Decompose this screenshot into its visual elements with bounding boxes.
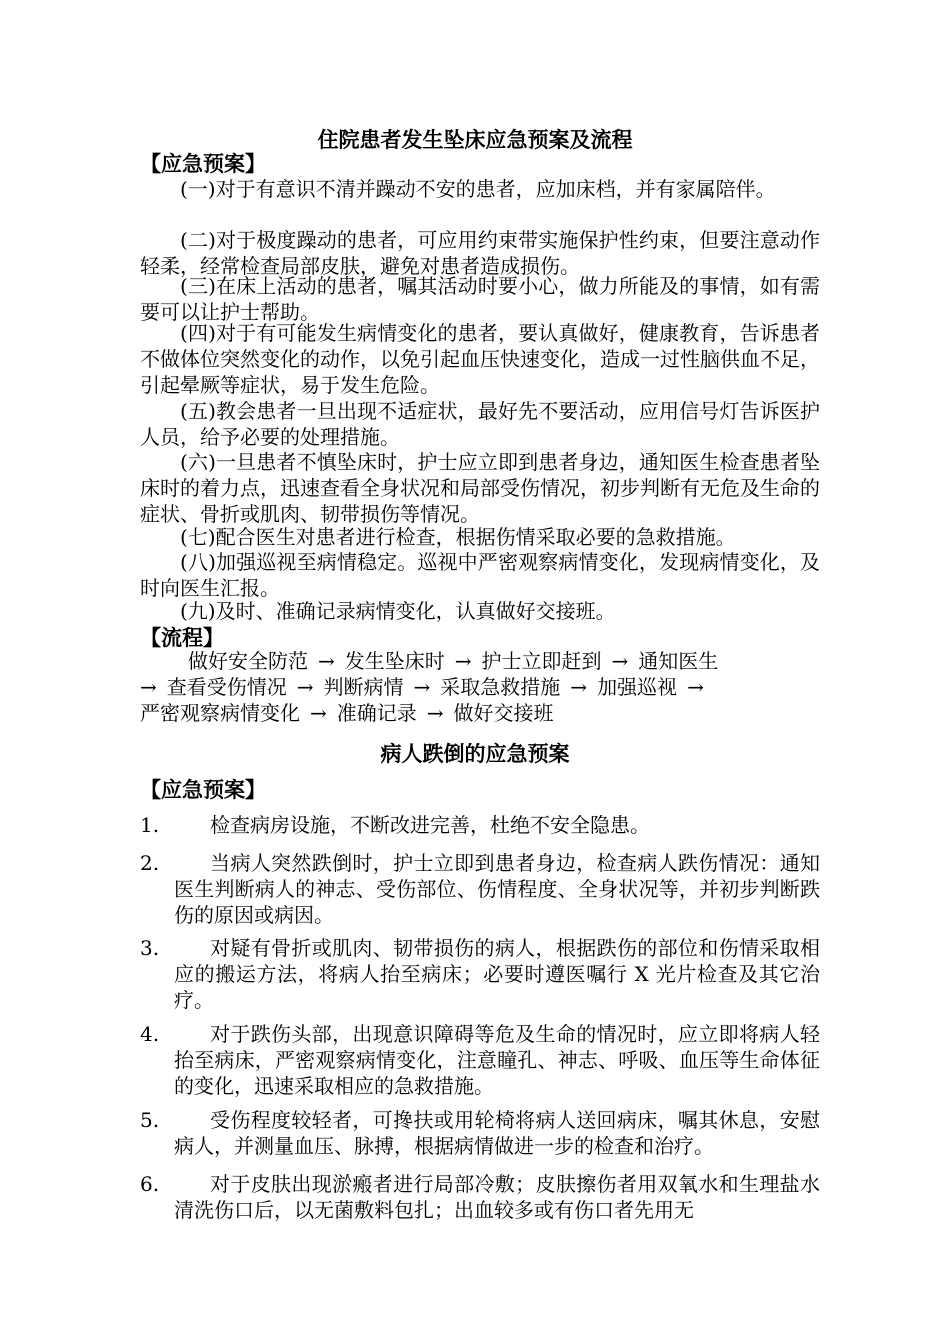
item-text: 对于皮肤出现淤瘢者进行局部冷敷；皮肤擦伤者用双氧水和生理盐水清洗伤口后，以无菌敷料包扎；出血较多或有伤口者先用无 xyxy=(174,1172,820,1222)
flow-step: 查看受伤情况 xyxy=(166,675,287,699)
item-number: 5. xyxy=(140,1108,160,1132)
flow-arrow-icon: → xyxy=(318,649,335,673)
flow-arrow-icon: → xyxy=(296,675,314,699)
item-text: 受伤程度较轻者，可搀扶或用轮椅将病人送回病床，嘱其休息，安慰病人，并测量血压、脉搏，根据病情做进一步的检查和治疗。 xyxy=(174,1108,820,1158)
numbered-item-4 xyxy=(140,1021,820,1099)
numbered-item-2 xyxy=(140,850,820,928)
flow-step: 加强巡视 xyxy=(597,675,678,699)
section1-plan-heading: 【应急预案】 xyxy=(140,152,266,176)
flow-arrow-icon: → xyxy=(310,701,327,725)
flow-arrow-icon: → xyxy=(426,701,444,725)
flow-step: 发生坠床时 xyxy=(344,649,445,673)
plan-item-4: (四)对于有可能发生病情变化的患者，要认真做好，健康教育，告诉患者不做体位突然变化的动作，以免引起血压快速变化，造成一过性脑供血不足，引起晕厥等症状，易于发生危险。 xyxy=(140,321,820,397)
plan-item-3: (三)在床上活动的患者，嘱其活动时要小心，做力所能及的事情，如有需要可以让护士帮助。 xyxy=(140,274,820,324)
flow-arrow-icon: → xyxy=(140,675,157,699)
item-text: 对疑有骨折或肌肉、韧带损伤的病人，根据跌伤的部位和伤情采取相应的搬运方法，将病人抬至病床；必要时遵医嘱行 X 光片检查及其它治疗。 xyxy=(174,936,820,1012)
flow-step: 准确记录 xyxy=(336,701,417,725)
section1-title: 住院患者发生坠床应急预案及流程 xyxy=(317,128,633,152)
item-number: 4. xyxy=(140,1022,160,1046)
flow-step: 通知医生 xyxy=(638,649,719,673)
plan-item-9: (九)及时、准确记录病情变化，认真做好交接班。 xyxy=(180,599,616,623)
plan-item-7: (七)配合医生对患者进行检查，根据伤情采取必要的急救措施。 xyxy=(180,525,736,549)
item-text: 检查病房设施，不断改进完善，杜绝不安全隐患。 xyxy=(210,813,650,837)
item-number: 3. xyxy=(140,936,160,960)
item-number: 6. xyxy=(140,1172,160,1196)
plan-item-5: (五)教会患者一旦出现不适症状，最好先不要活动，应用信号灯告诉医护人员，给予必要的处理措施。 xyxy=(140,399,820,449)
plan-item-8: (八)加强巡视至病情稳定。巡视中严密观察病情变化，发现病情变化，及时向医生汇报。 xyxy=(140,550,820,600)
flow-chain xyxy=(140,648,820,726)
plan-item-6: (六)一旦患者不慎坠床时，护士应立即到患者身边，通知医生检查患者坠床时的着力点，迅速查看全身状况和局部受伤情况，初步判断有无危及生命的症状、骨折或肌肉、韧带损伤等情况。 xyxy=(140,450,820,526)
flow-arrow-icon: → xyxy=(413,675,431,699)
plan-item-1: (一)对于有意识不清并躁动不安的患者，应加床档，并有家属陪伴。 xyxy=(180,177,776,201)
item-number: 1. xyxy=(140,813,160,837)
item-number: 2. xyxy=(140,851,160,875)
numbered-item-3 xyxy=(140,935,820,1013)
section2-plan-heading: 【应急预案】 xyxy=(140,778,266,802)
section2-title: 病人跌倒的应急预案 xyxy=(380,742,570,766)
flow-arrow-icon: → xyxy=(454,649,472,673)
flow-step: 采取急救措施 xyxy=(440,675,561,699)
flow-step: 判断病情 xyxy=(323,675,404,699)
numbered-item-1 xyxy=(140,812,820,838)
flow-step: 严密观察病情变化 xyxy=(140,701,300,725)
flow-step: 做好安全防范 xyxy=(188,649,308,673)
flow-arrow-icon: → xyxy=(611,649,629,673)
item-text: 对于跌伤头部，出现意识障碍等危及生命的情况时，应立即将病人轻抬至病床，严密观察病情变化，注意瞳孔、神志、呼吸、血压等生命体征的变化，迅速采取相应的急救措施。 xyxy=(174,1022,820,1098)
numbered-item-6 xyxy=(140,1171,820,1223)
flow-arrow-icon: → xyxy=(570,675,588,699)
flow-step: 护士立即赶到 xyxy=(481,649,602,673)
plan-item-2: (二)对于极度躁动的患者，可应用约束带实施保护性约束，但要注意动作轻柔，经常检查局部皮肤，避免对患者造成损伤。 xyxy=(140,228,820,278)
item-text: 当病人突然跌倒时，护士立即到患者身边，检查病人跌伤情况：通知医生判断病人的神志、受伤部位、伤情程度、全身状况等，并初步判断跌伤的原因或病因。 xyxy=(174,851,820,927)
flow-step: 做好交接班 xyxy=(453,701,554,725)
numbered-item-5 xyxy=(140,1107,820,1159)
flow-arrow-icon: → xyxy=(687,675,704,699)
flow-heading: 【流程】 xyxy=(140,626,224,650)
